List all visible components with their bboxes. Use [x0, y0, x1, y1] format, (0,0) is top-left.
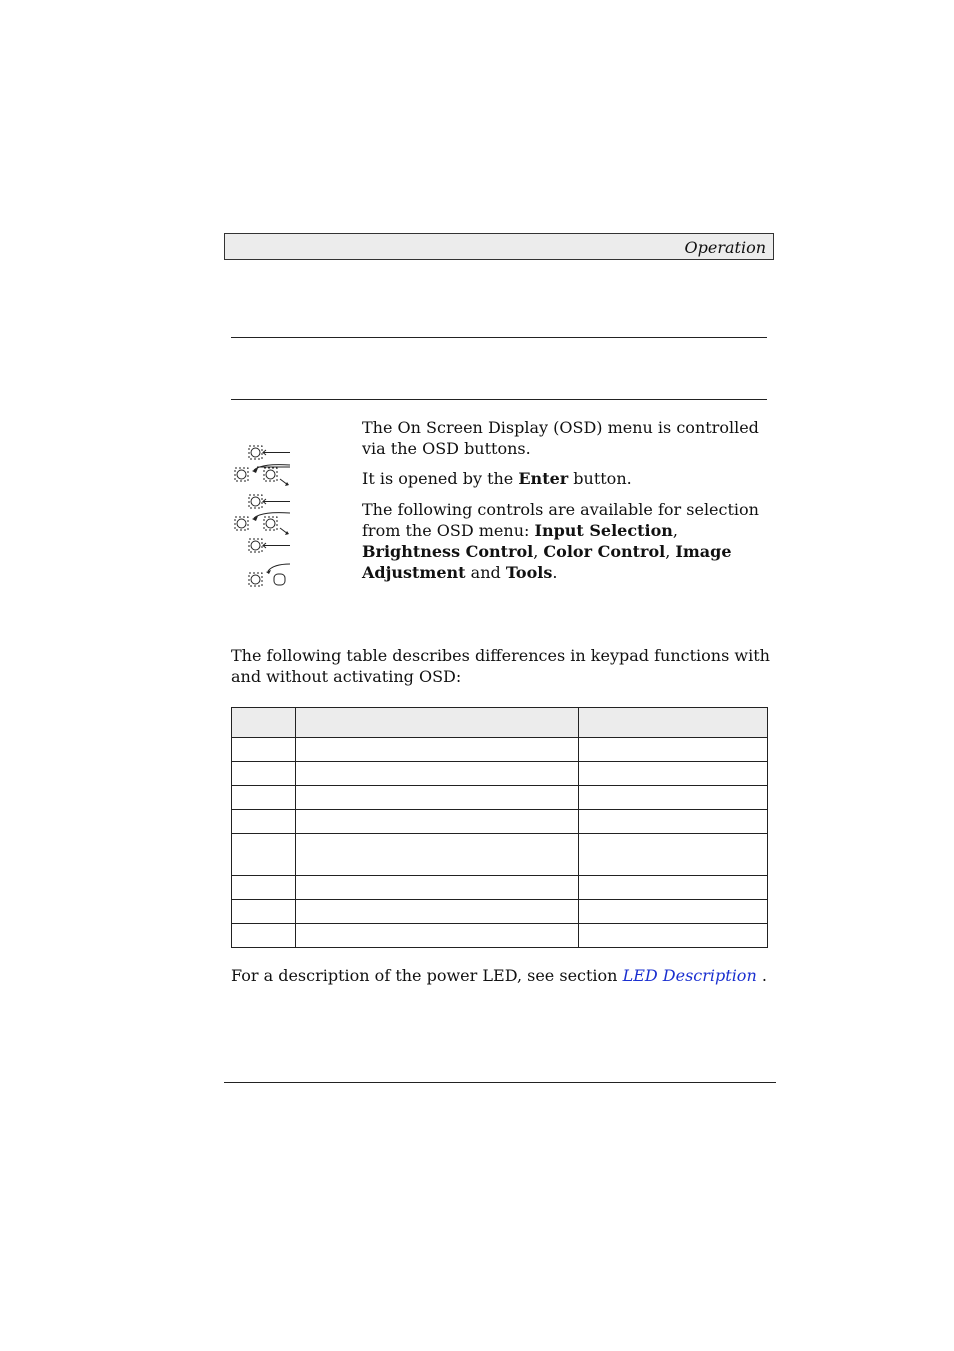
table-cell — [232, 900, 296, 924]
table-cell — [578, 738, 767, 762]
control-input-selection: Input Selection — [534, 521, 673, 540]
table-header-cell — [578, 708, 767, 738]
table-cell — [578, 786, 767, 810]
table-header-cell — [295, 708, 578, 738]
table-cell — [578, 834, 767, 876]
osd-open-instruction: It is opened by the Enter button. — [362, 469, 632, 488]
table-cell — [232, 810, 296, 834]
table-cell — [578, 876, 767, 900]
footer-rule — [224, 1082, 776, 1083]
table-cell — [232, 762, 296, 786]
table-row — [232, 876, 768, 900]
table-row — [232, 900, 768, 924]
control-tools: Tools — [505, 563, 553, 582]
table-cell — [578, 924, 767, 948]
table-cell — [295, 786, 578, 810]
table-cell — [578, 900, 767, 924]
section-title: Operation — [684, 238, 766, 257]
table-cell — [232, 834, 296, 876]
control-image-adjustment: Image Adjustment — [362, 542, 732, 582]
table-header-cell — [232, 708, 296, 738]
keypad-function-table — [231, 707, 768, 948]
table-cell — [295, 924, 578, 948]
heading-rule-top — [231, 337, 767, 338]
control-brightness: Brightness Control — [362, 542, 534, 561]
table-cell — [295, 738, 578, 762]
table-cell — [232, 786, 296, 810]
table-row — [232, 738, 768, 762]
heading-rule-bottom — [231, 399, 767, 400]
table-row — [232, 834, 768, 876]
running-header — [224, 233, 774, 260]
table-cell — [232, 876, 296, 900]
led-description-link[interactable]: LED Description — [622, 966, 757, 985]
table-cell — [232, 738, 296, 762]
table-header-row — [232, 708, 768, 738]
enter-button-label: Enter — [518, 469, 569, 488]
table-cell — [295, 810, 578, 834]
table-cell — [295, 834, 578, 876]
table-cell — [295, 900, 578, 924]
table-row — [232, 786, 768, 810]
osd-description: The On Screen Display (OSD) menu is controlled via the OSD buttons. — [362, 418, 759, 458]
control-color: Color Control — [543, 542, 666, 561]
table-cell — [232, 924, 296, 948]
table-cell — [295, 762, 578, 786]
table-row — [232, 924, 768, 948]
table-row — [232, 810, 768, 834]
power-led-note: For a description of the power LED, see section LED Description . — [231, 966, 767, 985]
table-cell — [295, 876, 578, 900]
table-cell — [578, 762, 767, 786]
table-row — [232, 762, 768, 786]
table-cell — [578, 810, 767, 834]
table-intro: The following table describes differences in keypad functions with and without activating OSD: — [231, 646, 770, 686]
osd-keypad-diagram — [232, 440, 296, 592]
osd-controls-list: The following controls are available for selection from the OSD menu: Input Selection, Brightness Control, Color Control, Image Adjustment and Tools. — [362, 500, 759, 582]
